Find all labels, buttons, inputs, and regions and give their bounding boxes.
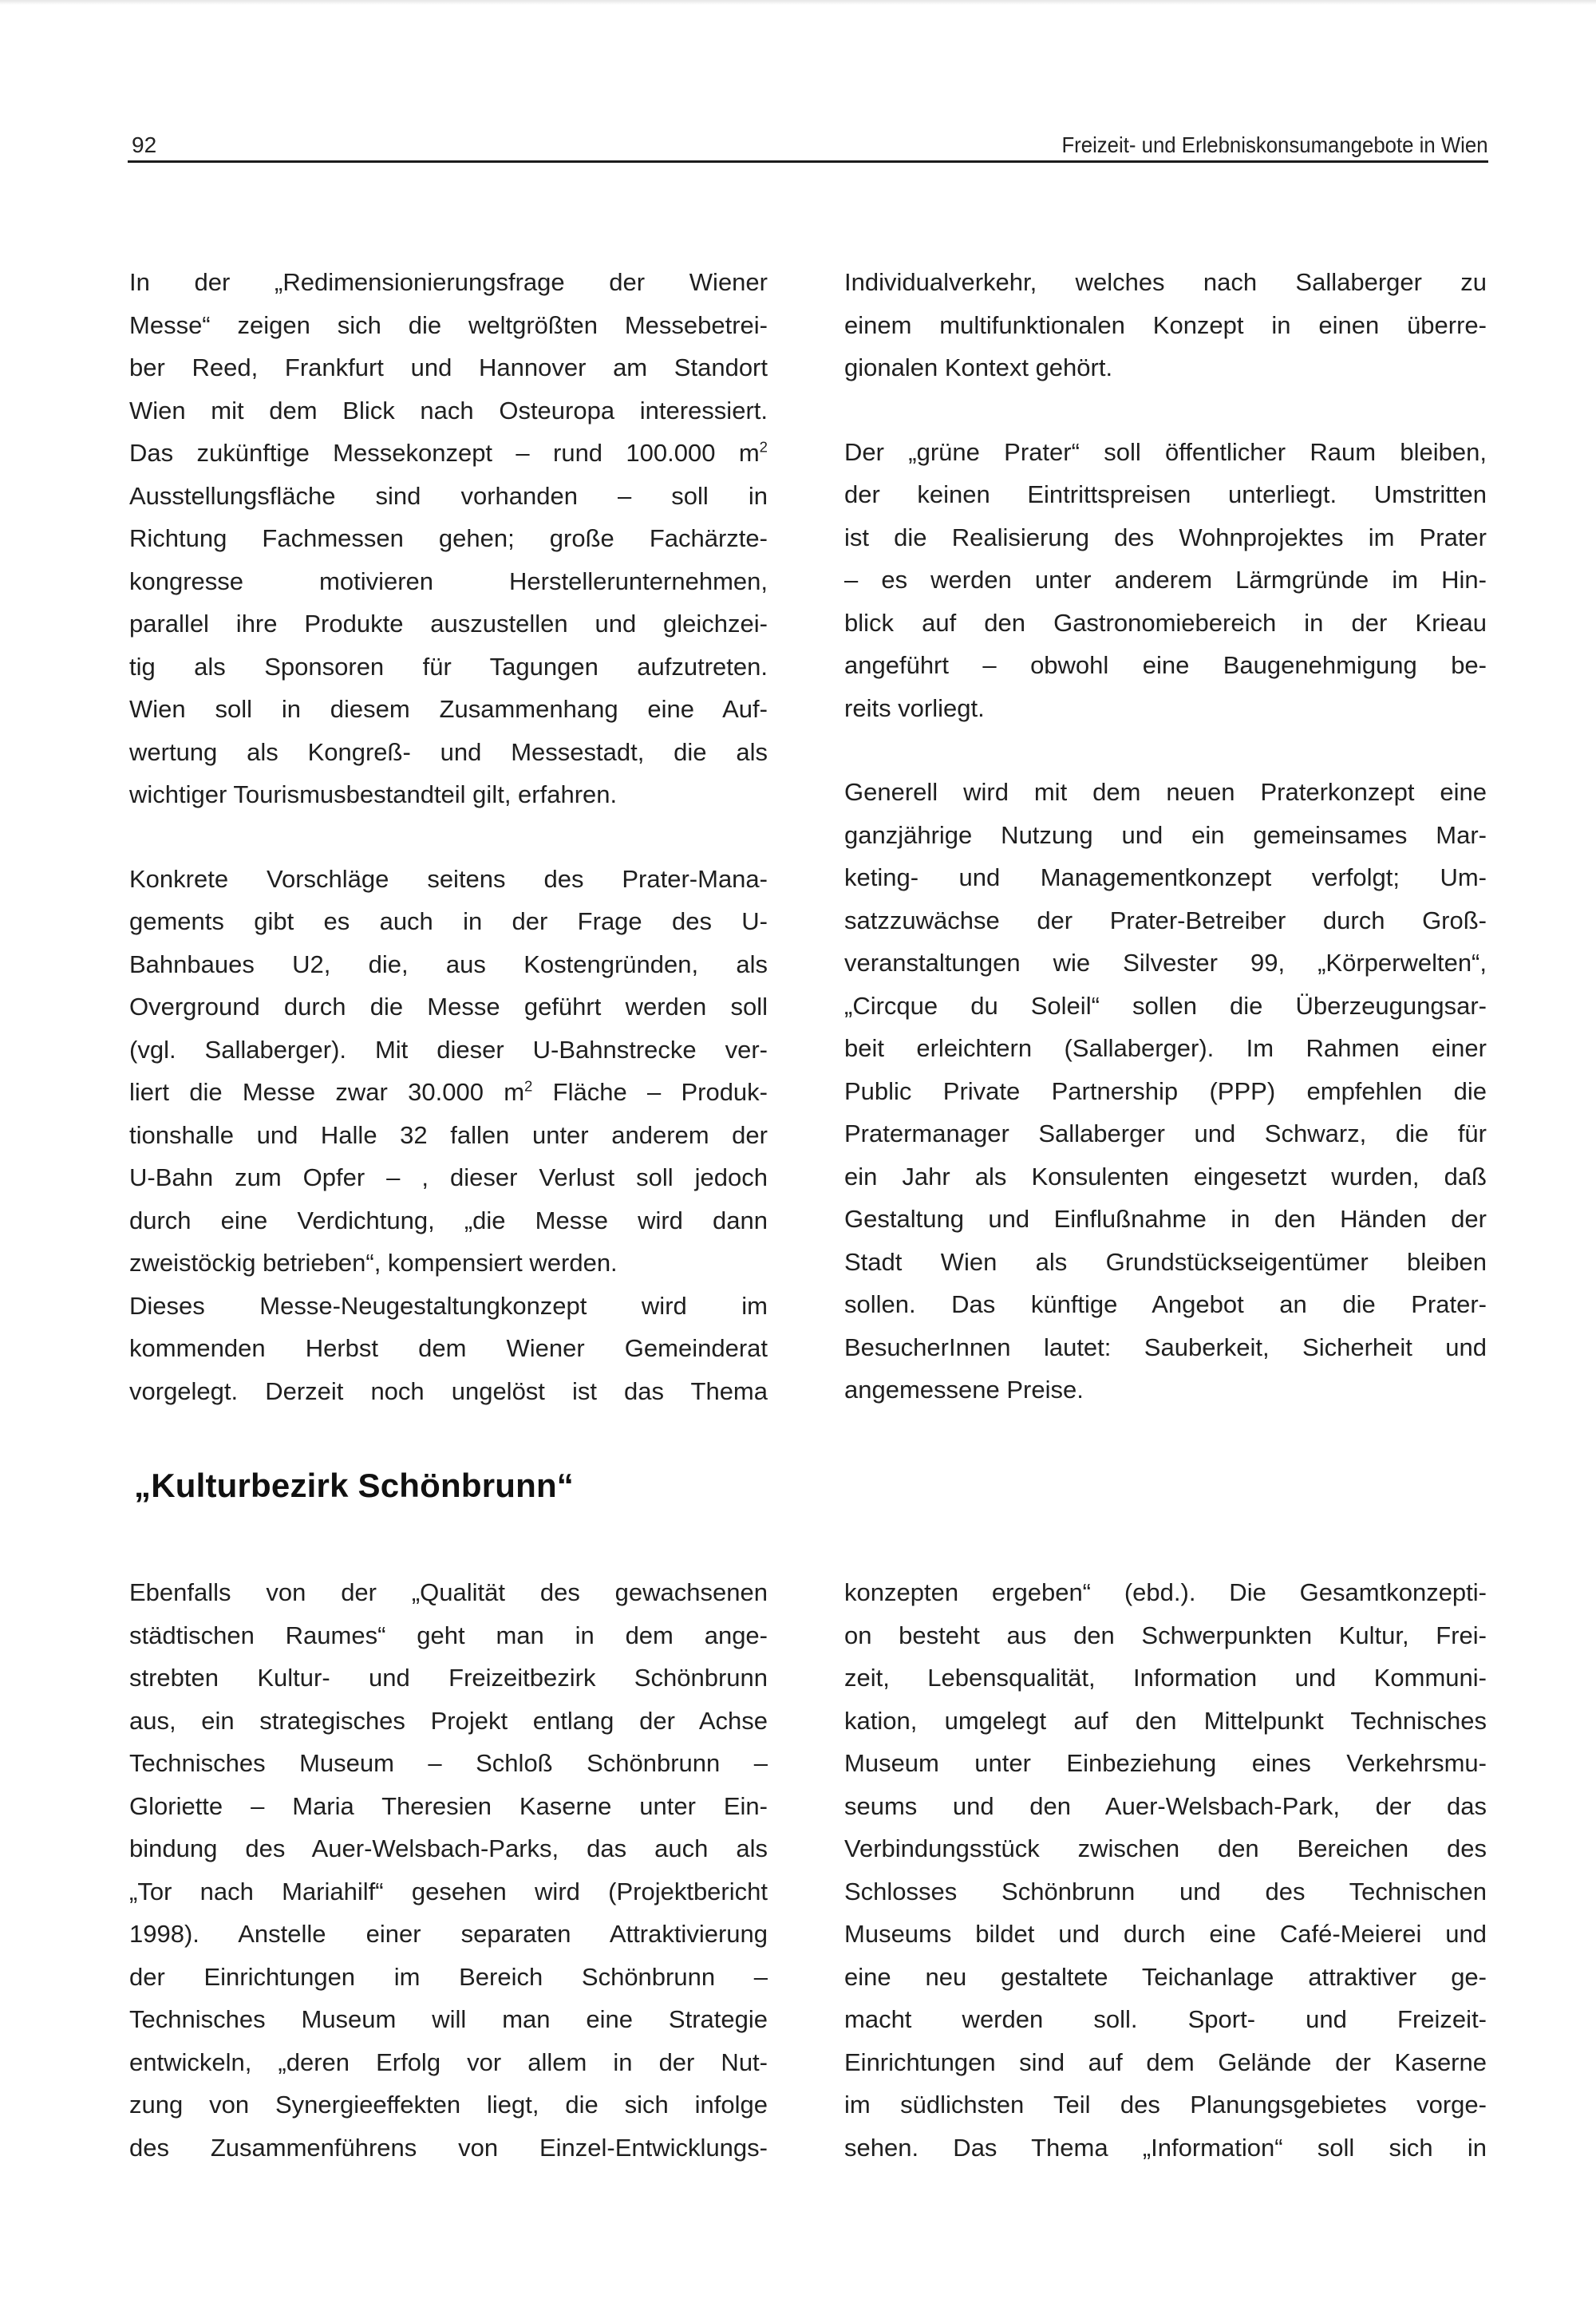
text-line: Messe“ zeigen sich die weltgrößten Messebetrei-	[129, 310, 768, 339]
text-line: macht werden soll. Sport- und Freizeit-	[844, 2005, 1487, 2033]
text-line: vorgelegt. Derzeit noch ungelöst ist das Thema	[129, 1376, 768, 1405]
text-line-with-superscript	[129, 432, 768, 475]
right-column-section	[844, 1571, 1487, 2169]
text-line: ist die Realisierung des Wohnprojektes im Prater	[844, 523, 1487, 551]
text-line: bindung des Auer-Welsbach-Parks, das auch als	[129, 1834, 768, 1862]
paragraph-gap	[844, 729, 1487, 771]
text-line: parallel ihre Produkte auszustellen und gleichzei-	[129, 610, 768, 638]
text-line: einem multifunktionalen Konzept in einen überre-	[844, 310, 1487, 339]
text-fragment: Das zukünftige Messekonzept – rund 100.000 m	[129, 439, 760, 467]
text-line: angeführt – obwohl eine Baugenehmigung be-	[844, 651, 1487, 679]
text-line: sehen. Das Thema „Information“ soll sich in	[844, 2133, 1487, 2162]
text-line: kommenden Herbst dem Wiener Gemeinderat	[129, 1334, 768, 1362]
text-line: satzzuwächse der Prater-Betreiber durch Groß-	[844, 906, 1487, 934]
text-line: veranstaltungen wie Silvester 99, „Körperwelten“,	[844, 949, 1487, 977]
text-line: gements gibt es auch in der Frage des U-	[129, 907, 768, 935]
text-line: tionshalle und Halle 32 fallen unter anderem der	[129, 1120, 768, 1149]
text-line: Ebenfalls von der „Qualität des gewachsenen	[129, 1578, 768, 1606]
header-rule	[128, 160, 1488, 163]
text-line: Einrichtungen sind auf dem Gelände der Kaserne	[844, 2048, 1487, 2076]
text-line: kation, umgelegt auf den Mittelpunkt Technisches	[844, 1706, 1487, 1735]
text-line: Bahnbaues U2, die, aus Kostengründen, als	[129, 950, 768, 978]
text-line: wichtiger Tourismusbestandteil gilt, erfahren.	[129, 780, 618, 808]
paragraph-praterkonzept	[844, 771, 1487, 1412]
paragraph-gesamtkonzeption	[844, 1571, 1487, 2169]
text-line: Individualverkehr, welches nach Sallaberger zu	[844, 268, 1487, 296]
paragraph-gap	[844, 389, 1487, 431]
page-number: 92	[132, 132, 157, 157]
text-line-with-superscript	[129, 1071, 768, 1114]
paragraph-ubahn	[129, 858, 768, 1413]
text-line: Der „grüne Prater“ soll öffentlicher Raum bleiben,	[844, 437, 1487, 466]
text-line: – es werden unter anderem Lärmgründe im Hin-	[844, 566, 1487, 594]
text-line: In der „Redimensionierungsfrage der Wiener	[129, 268, 768, 296]
text-line: „Circque du Soleil“ sollen die Überzeugungsar-	[844, 991, 1487, 1020]
text-line: angemessene Preise.	[844, 1376, 1084, 1404]
text-fragment: liert die Messe zwar 30.000 m	[129, 1078, 525, 1106]
text-line: tig als Sponsoren für Tagungen aufzutreten.	[129, 652, 768, 681]
text-line: Dieses Messe-Neugestaltungkonzept wird im	[129, 1291, 768, 1320]
scan-edge	[0, 0, 1596, 5]
text-line: sollen. Das künftige Angebot an die Prater-	[844, 1290, 1487, 1318]
text-line: keting- und Managementkonzept verfolgt; Um-	[844, 863, 1487, 891]
text-line: eine neu gestaltete Teichanlage attraktiver ge-	[844, 1962, 1487, 1991]
text-line: konzepten ergeben“ (ebd.). Die Gesamtkonzepti-	[844, 1578, 1487, 1606]
text-line: (vgl. Sallaberger). Mit dieser U-Bahnstrecke ver-	[129, 1035, 768, 1064]
left-column-top	[129, 261, 768, 1412]
text-line: „Tor nach Mariahilf“ gesehen wird (Projektbericht	[129, 1877, 768, 1905]
paragraph-messe	[129, 261, 768, 816]
text-line: Technisches Museum will man eine Strategie	[129, 2005, 768, 2033]
text-line: des Zusammenführens von Einzel-Entwicklungs-	[129, 2133, 768, 2162]
text-line: wertung als Kongreß- und Messestadt, die als	[129, 737, 768, 766]
text-line: aus, ein strategisches Projekt entlang der Achse	[129, 1706, 768, 1735]
paragraph-gruener-prater	[844, 431, 1487, 730]
text-line: reits vorliegt.	[844, 693, 985, 722]
text-line: Gloriette – Maria Theresien Kaserne unter Ein-	[129, 1791, 768, 1820]
text-line: on besteht aus den Schwerpunkten Kultur, Frei-	[844, 1621, 1487, 1649]
text-line: Generell wird mit dem neuen Praterkonzept eine	[844, 778, 1487, 806]
superscript-2: 2	[759, 438, 768, 456]
text-line: Verbindungsstück zwischen den Bereichen des	[844, 1834, 1487, 1862]
superscript-2: 2	[524, 1077, 533, 1095]
text-line: entwickeln, „deren Erfolg vor allem in der Nut-	[129, 2048, 768, 2076]
text-line: Technisches Museum – Schloß Schönbrunn –	[129, 1749, 768, 1777]
text-line: Museum unter Einbeziehung eines Verkehrsmu-	[844, 1749, 1487, 1777]
paragraph-kulturbezirk	[129, 1571, 768, 2169]
text-line: blick auf den Gastronomiebereich in der Krieau	[844, 608, 1487, 637]
text-line: durch eine Verdichtung, „die Messe wird dann	[129, 1206, 768, 1234]
text-line: zeit, Lebensqualität, Information und Kommuni-	[844, 1664, 1487, 1692]
right-column-top	[844, 261, 1487, 1412]
text-line: im südlichsten Teil des Planungsgebietes vorge-	[844, 2091, 1487, 2119]
text-line: kongresse motivieren Herstellerunternehmen,	[129, 567, 768, 595]
running-title: Freizeit- und Erlebniskonsumangebote in Wien	[1061, 132, 1488, 157]
text-line: Wien soll in diesem Zusammenhang eine Auf-	[129, 695, 768, 723]
text-line: ber Reed, Frankfurt und Hannover am Standort	[129, 353, 768, 381]
text-line: Museums bildet und durch eine Café-Meierei und	[844, 1920, 1487, 1948]
text-line: beit erleichtern (Sallaberger). Im Rahmen einer	[844, 1034, 1487, 1062]
text-line: zung von Synergieeffekten liegt, die sich infolge	[129, 2091, 768, 2119]
text-line: Wien mit dem Blick nach Osteuropa interessiert.	[129, 396, 768, 425]
section-heading: „Kulturbezirk Schönbrunn“	[134, 1467, 574, 1504]
text-line: Stadt Wien als Grundstückseigentümer bleiben	[844, 1247, 1487, 1276]
text-line: Gestaltung und Einflußnahme in den Händen der	[844, 1205, 1487, 1233]
paragraph-gap	[129, 816, 768, 858]
text-line: U-Bahn zum Opfer – , dieser Verlust soll jedoch	[129, 1163, 768, 1191]
text-fragment: Fläche – Produk-	[532, 1078, 768, 1106]
running-header	[128, 128, 1488, 160]
text-line: zweistöckig betrieben“, kompensiert werden.	[129, 1249, 618, 1277]
text-line: ein Jahr als Konsulenten eingesetzt wurden, daß	[844, 1162, 1487, 1191]
left-column-section	[129, 1571, 768, 2169]
text-line: ganzjährige Nutzung und ein gemeinsames Mar-	[844, 820, 1487, 849]
text-line: Ausstellungsfläche sind vorhanden – soll in	[129, 481, 768, 510]
text-line: Overground durch die Messe geführt werden soll	[129, 993, 768, 1021]
text-line: Schlosses Schönbrunn und des Technischen	[844, 1877, 1487, 1905]
text-line: BesucherInnen lautet: Sauberkeit, Sicherheit und	[844, 1333, 1487, 1361]
text-line: Richtung Fachmessen gehen; große Fachärzte-	[129, 524, 768, 552]
text-line: seums und den Auer-Welsbach-Park, der das	[844, 1791, 1487, 1820]
text-line: Konkrete Vorschläge seitens des Prater-Mana-	[129, 864, 768, 893]
text-line: der keinen Eintrittspreisen unterliegt. Umstritten	[844, 480, 1487, 508]
text-line: 1998). Anstelle einer separaten Attraktivierung	[129, 1920, 768, 1948]
paragraph-individualverkehr	[844, 261, 1487, 389]
text-line: strebten Kultur- und Freizeitbezirk Schönbrunn	[129, 1664, 768, 1692]
text-line: Pratermanager Sallaberger und Schwarz, die für	[844, 1120, 1487, 1147]
text-line: Public Private Partnership (PPP) empfehlen die	[844, 1076, 1487, 1105]
text-line: städtischen Raumes“ geht man in dem ange-	[129, 1621, 768, 1649]
text-line: gionalen Kontext gehört.	[844, 353, 1113, 381]
text-line: der Einrichtungen im Bereich Schönbrunn –	[129, 1962, 768, 1991]
